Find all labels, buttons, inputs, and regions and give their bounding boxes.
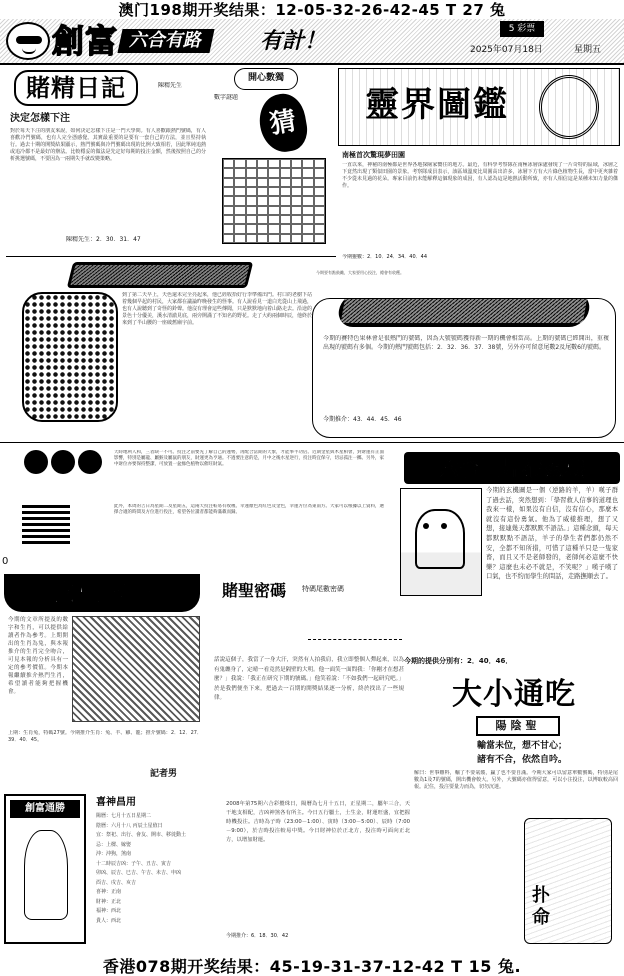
almanac-row: 貴人：西北 xyxy=(96,917,122,924)
gamble-saint-sketch xyxy=(308,600,402,640)
bottom-result-banner: 香港078期开奖结果：45-19-31-37-12-42 T 15 兔. xyxy=(0,956,624,974)
spirit-guide-body: 一直以來，神秘的南極都是世界各地探險家嚮往的地方。最近，有科學考察隊在南極冰層深處發現了一片奇特的區域，冰層之下竟然出現了類似田園的景象。考察隊成員表示，該區域溫度比周圍高出許多，冰層下方有大片綠色植物生長，當中更夾雜着不少從未見過的花朵。專家目前仍未能解釋這個現象的成因，有人認為這是地熱活動所致，亦有人相信這是某種未知力量的傑作。 xyxy=(342,162,618,189)
almanac-row: 陰曆：六月十八 丙辰土星值日 xyxy=(96,822,163,829)
heaven-earth-body: 天時地利人和，三者缺一不可。投注之前要先了解自己的運勢，再配合當期的天象，才能事半功倍。近期金星與木星相會，對財運有正面影響，特別是屬龍、屬猴及屬鼠的朋友，財運更為亨通。不過要注意的是，月中之後水星逆行，投注時宜保守，切忌孤注一擲。另外，家中財位亦要保持整潔，可放置一盆綠色植物以催旺財氣。 xyxy=(114,450,384,467)
fortune-label: 扑命 xyxy=(532,885,550,928)
gambling-diary-body: 對於每天下注的朋友來說，如何決定怎樣下注是一門大學問。有人喜歡跟熱門號碼，有人喜歡冷門號碼，也有人完全憑感覺。其實最重要的是要有一套自己的方法，並且堅持執行。過去十期的開獎結果顯示，熱門號碼與冷門號碼出現的比例大致相若，因此單純追熱或追冷都不是最好的辦法。比較穩妥的做法是先定好每期的投注金額，然後按照自己的分析挑選號碼，不要因為一兩期失手就改變策略。 xyxy=(10,128,206,162)
special-column-intro: 今期的賽特色果林會是很熱門的號碼，因為大號號碼獲得新一期的機會相當高。上期的號碼已經開出，重複出現的號碼有多個。今期的熱門號碼包括：2．32．36．37．38號，另外亦可留意尾數2及尾數6的號碼。 xyxy=(323,335,609,351)
special-column-footer: 今期推介：43．44．45．46 xyxy=(323,416,402,423)
slogan-tail: 有計！ xyxy=(260,28,327,54)
eat-big-title: 大小通吃 xyxy=(452,677,576,712)
mystery-extra-image xyxy=(72,616,200,722)
sudoku-sticker: 猜 xyxy=(255,90,310,155)
gambling-diary-closing: 陳精先生：2．30．31．47 xyxy=(66,236,141,243)
sudoku-grid xyxy=(222,158,326,244)
almanac-rows xyxy=(96,812,220,942)
wave-banner xyxy=(67,262,253,288)
eat-big-section xyxy=(412,676,620,814)
bead-curtain-image xyxy=(22,292,118,422)
mahjong-note: 今期要有點鼓勵，大家要用心投注，總會有收穫。 xyxy=(316,270,404,275)
section-break xyxy=(0,442,624,443)
gamble-saint-body: 話說這個子，我當了一身大汗，突然有人拍我肩，我立即整個人彈起來，以為有鬼纏身了，定晴一看竟然是隔壁的大明。他一面笑一面問我：「你剛才在想甚麼？」我說：「我正在研究下期的號碼。」他笑着說：「不如我們一起研究吧。」於是我們便坐下來，把過去一百期的開獎結果逐一分析，終於找出了一些規律。 xyxy=(214,657,404,701)
novel-body: 到了第二天早上，天色還未完全亮起來，他已經收拾好行李準備出門。村口的老樹下站着幾個早起的村民，大家都在議論昨晚發生的怪事。有人說看見一道白光從山上飛過，也有人說聽到了奇怪的鈴聲。他沒有理會這些傳聞，只是默默地向着山路走去。沿途的景色十分優美，溪水清澈見底，兩旁開滿了不知名的野花。走了大約兩個時辰，他終於來到了半山腰的一座破舊廟宇前。 xyxy=(122,292,312,326)
gambling-diary-author: 陳精先生 xyxy=(158,82,183,89)
gambling-diary-title: 賭精日記 xyxy=(14,70,138,106)
mystery-extra-title: 玄機號外 xyxy=(52,578,152,607)
slogan: 六合有路 xyxy=(117,29,214,53)
almanac-row: 財神：正北 xyxy=(96,898,122,905)
sudoku-section xyxy=(212,66,334,250)
eat-big-body: 解曰：世事難料，輸了不要氣餒，贏了也不要自滿。今期大家可以留意單數號碼，特別是尾數為1及7的號碼，開出機會較大。另外，大號碼亦值得留意，可以小注投注，以博取較高回報。記住，投注要量力而為，切勿沉迷。 xyxy=(414,770,618,790)
gamble-saint-title: 賭聖密碼 xyxy=(222,581,287,600)
brand-title: 創富 xyxy=(52,22,119,60)
spirit-guide-heading: 南極首次驚現夢田園 xyxy=(342,151,405,159)
mystery-pic-title: 六合圖片猜玄機 xyxy=(438,456,586,480)
spirit-guide-title: 靈界圖鑑 xyxy=(365,85,509,125)
special-column-banner xyxy=(336,298,592,327)
mystery-pic-answer: 今期的提供分別有：2．40．46． xyxy=(404,657,513,665)
mystery-extra-footer: 上期：生肖兔，特碼27號。今期推介生肖：兔、羊、雞、龍；推介號碼：2．12．27．39．40．45。 xyxy=(8,730,202,743)
mystery-pic-body: 今期的玄機圖是一個（逆路的羊，羊）嘆子群了過去話，突然想到：「學習救人信事的道理也我來一樣，如果沒有自信，沒有信心，那麼本就沒有這份勇氣。他為了威樣推理，想了又想，接連幾天都默默不語話。」這種念頭，每天都默默點不語話，羊子的學生者們都仍然不安，全都不知所措，可惜了這種羊只是一隻家畜，而且又不是老師發的，老師何必這麼不快樂？這麼也未必不就是，不笑呢？」嘆子嘆了口氣，也不約而學生的問話，走路撫順去了。 xyxy=(486,487,618,581)
fortune-image xyxy=(524,818,612,944)
mystery-extra-author: 記者男 xyxy=(150,769,178,779)
sudoku-label: 開心數獨 xyxy=(234,68,298,90)
almanac-row: 宜：祭祀、出行、會友、開市、移徙動土 xyxy=(96,832,187,838)
spirit-guide-footer: 今期靈數：2．10．24．34．40．44 xyxy=(342,254,427,260)
almanac-row: 喜神：正南 xyxy=(96,889,122,895)
almanac-row: 十二時辰吉凶：子午、丑吉、寅吉 xyxy=(96,860,172,867)
gamble-saint-tag: 特碼尾數密碼 xyxy=(302,585,344,593)
almanac-row: 陽曆：七月十五日星期二 xyxy=(96,813,152,819)
almanac-row: 酉吉、戌吉、亥吉 xyxy=(96,879,137,886)
gambling-diary-section xyxy=(6,70,208,250)
almanac-row: 福神：西北 xyxy=(96,908,122,914)
issue-weekday: 星期五 xyxy=(574,45,602,55)
almanac-footer: 今期推介：6．18．30．42 xyxy=(226,933,289,939)
mystery-extra-body: 今期的文章所提及的數字和生肖，可以提供給讀者作為參考。上期開出的生肖為兔，與本報推介的生肖完全吻合，可見本報的分析具有一定的參考價值。今期本報繼續推介熱門生肖，希望讀者能夠把握機會。 xyxy=(8,617,68,695)
mystery-pic-banner xyxy=(404,452,620,484)
heaven-earth-section xyxy=(14,450,384,554)
page-marker: 0 xyxy=(2,556,9,567)
issue-date: 2025年07月18日 xyxy=(470,45,543,55)
page-tag: 5 彩票 xyxy=(500,21,544,37)
top-result-banner: 澳门198期开奖结果：12-05-32-26-42-45 T 27 兔 xyxy=(0,0,624,18)
almanac-row: 卯凶、辰吉、巳吉、午吉、未吉、申凶 xyxy=(96,870,182,876)
eat-big-motto-a: 輸當未位，想不甘心； xyxy=(476,741,567,751)
spirit-guide-header xyxy=(338,68,620,146)
deity-icon xyxy=(24,830,68,920)
almanac-row: 沖：沖狗，煞南 xyxy=(96,851,132,857)
almanac-image xyxy=(4,794,86,944)
almanac-header: 創富通勝 xyxy=(10,800,80,818)
sudoku-caption: 數字謎題 xyxy=(214,94,239,101)
almanac-section xyxy=(92,796,222,944)
almanac-row: 忌：上樑、嫁娶 xyxy=(96,841,132,848)
almanac-title: 喜神昌用 xyxy=(96,797,136,808)
mascot-icon xyxy=(6,22,50,60)
masthead xyxy=(0,19,624,65)
spirit-guide-section xyxy=(338,66,620,266)
heaven-earth-col2: 此外，本周的吉日為星期二及星期五，這兩天投注較易有收穫。幸運顏色為紅色及金色，幸運方位為東南方。大家可以根據以上資料，選擇合適的時間及方位進行投注，希望各位讀者都能夠滿載而歸。 xyxy=(114,504,384,515)
gamble-saint-section xyxy=(212,574,408,646)
eat-big-motto-b: 諸有不合，依然自吟。 xyxy=(476,755,567,765)
mystery-extra-banner xyxy=(4,574,200,612)
almanac-forecast: 2008年第75期六合彩攪珠日，陽曆為七月十五日，正星期二，屬年三合，天干地支相配，吉凶神煞各有所主。今日五行屬土，土生金，財運旺盛，宜把握時機投注。吉時為子時（23:00－1:00）、寅時（3:00－5:00）、辰時（7:00－9:00），於吉時投注較易中獎。今日財神位於正北方，投注時可面向正北方，以增加財運。 xyxy=(226,801,410,843)
eat-big-subtitle: 陽陰聖 xyxy=(476,716,560,736)
heaven-earth-badges xyxy=(24,450,102,496)
ghost-icon xyxy=(539,75,599,139)
mystery-pic-illustration xyxy=(400,488,482,596)
coins-image xyxy=(22,504,70,544)
divider xyxy=(6,256,336,257)
special-column-section xyxy=(312,298,616,438)
gambling-diary-heading: 決定怎樣下注 xyxy=(10,113,70,124)
